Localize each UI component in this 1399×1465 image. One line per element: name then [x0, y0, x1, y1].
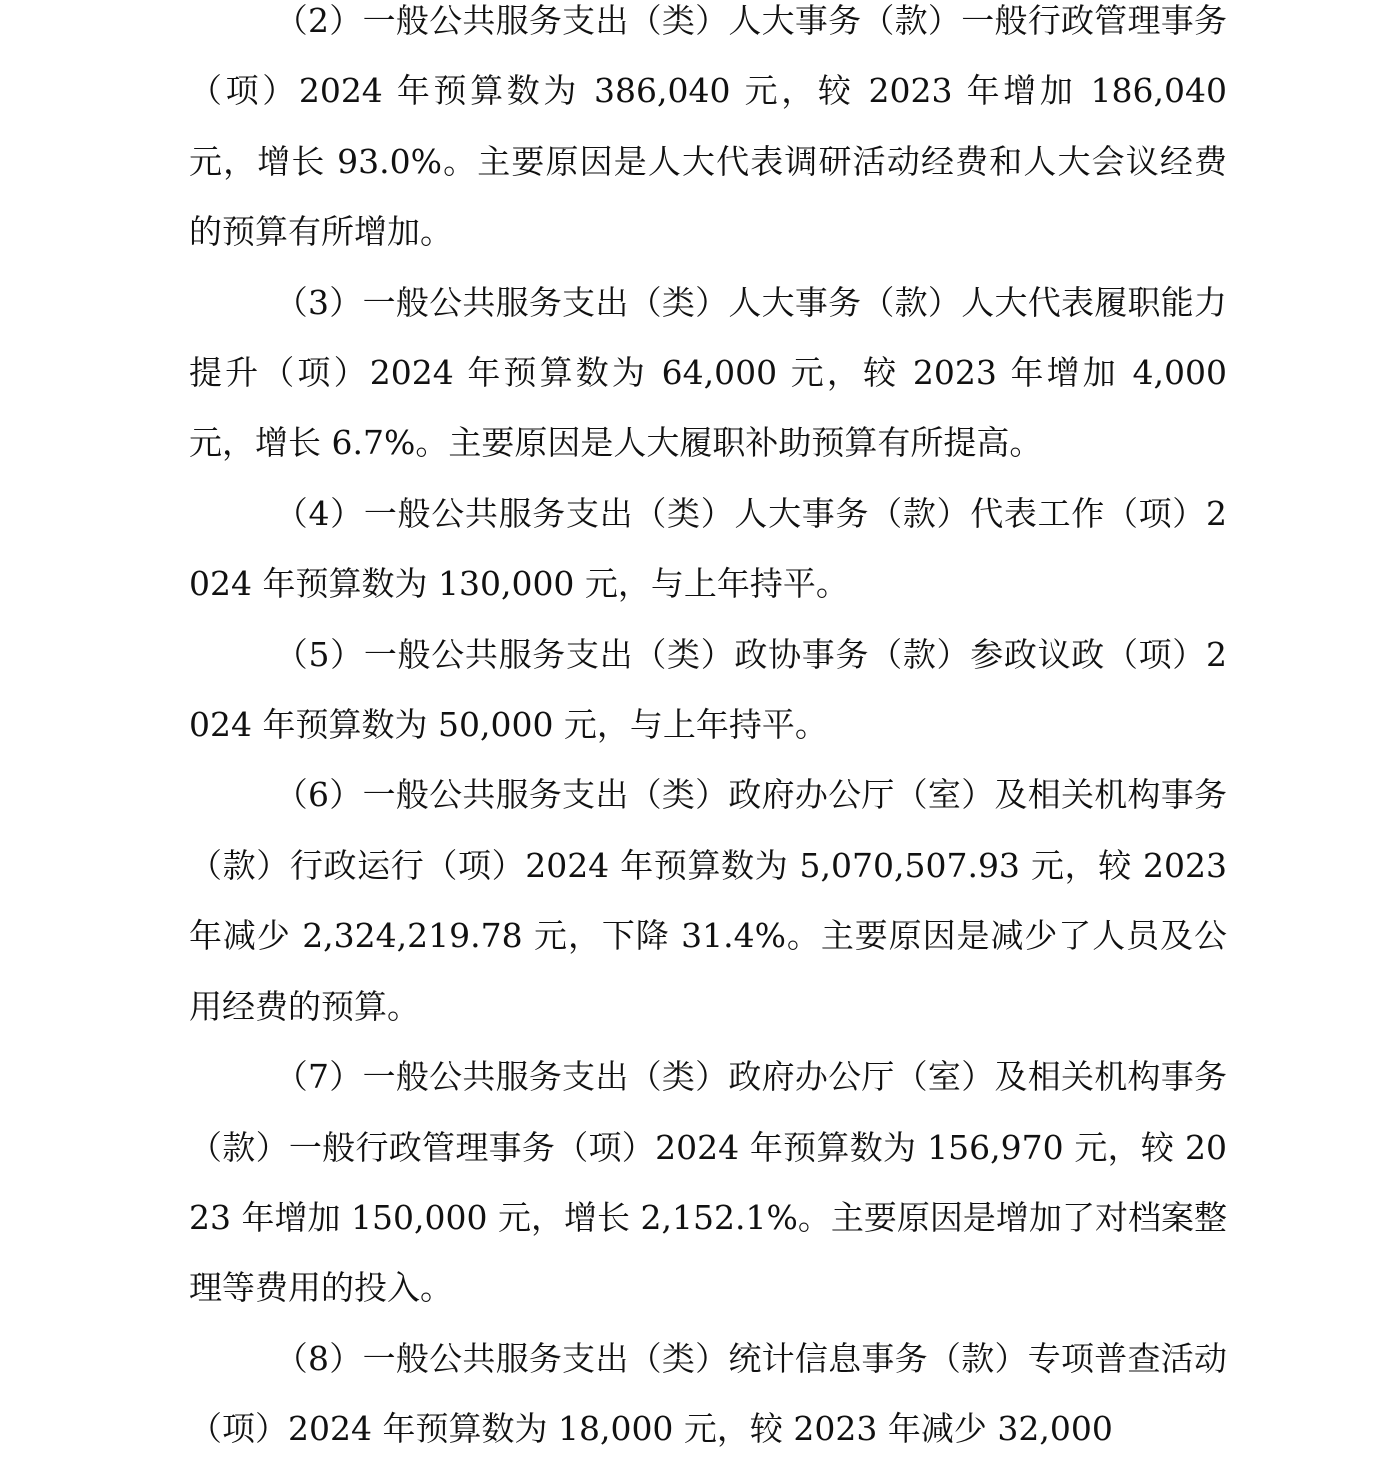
paragraph-item-2: （2）一般公共服务支出（类）人大事务（款）一般行政管理事务（项）2024 年预算数为 386,040 元，较 2023 年增加 186,040 元，增长 93.0%。主要原因是人大代表调研活动经费和人大会议经费的预算有所增加。 [189, 1, 1227, 252]
paragraph-item-5: （5）一般公共服务支出（类）政协事务（款）参政议政（项）2024 年预算数为 50,000 元，与上年持平。 [189, 634, 1227, 745]
paragraph-item-7: （7）一般公共服务支出（类）政府办公厅（室）及相关机构事务（款）一般行政管理事务（项）2024 年预算数为 156,970 元，较 2023 年增加 150,000 元，增长 2,152.1%。主要原因是增加了对档案整理等费用的投入。 [189, 1057, 1227, 1308]
paragraph-item-6: （6）一般公共服务支出（类）政府办公厅（室）及相关机构事务（款）行政运行（项）2024 年预算数为 5,070,507.93 元，较 2023 年减少 2,324,219.78 元，下降 31.4%。主要原因是减少了人员及公用经费的预算。 [189, 775, 1227, 1026]
paragraph-item-4: （4）一般公共服务支出（类）人大事务（款）代表工作（项）2024 年预算数为 130,000 元，与上年持平。 [189, 493, 1227, 604]
paragraph-item-8: （8）一般公共服务支出（类）统计信息事务（款）专项普查活动（项）2024 年预算数为 18,000 元，较 2023 年减少 32,000 [189, 1338, 1227, 1449]
paragraph-item-3: （3）一般公共服务支出（类）人大事务（款）人大代表履职能力提升（项）2024 年预算数为 64,000 元，较 2023 年增加 4,000 元，增长 6.7%。主要原因是人大履职补助预算有所提高。 [189, 282, 1227, 463]
document-body [189, 0, 1227, 1465]
